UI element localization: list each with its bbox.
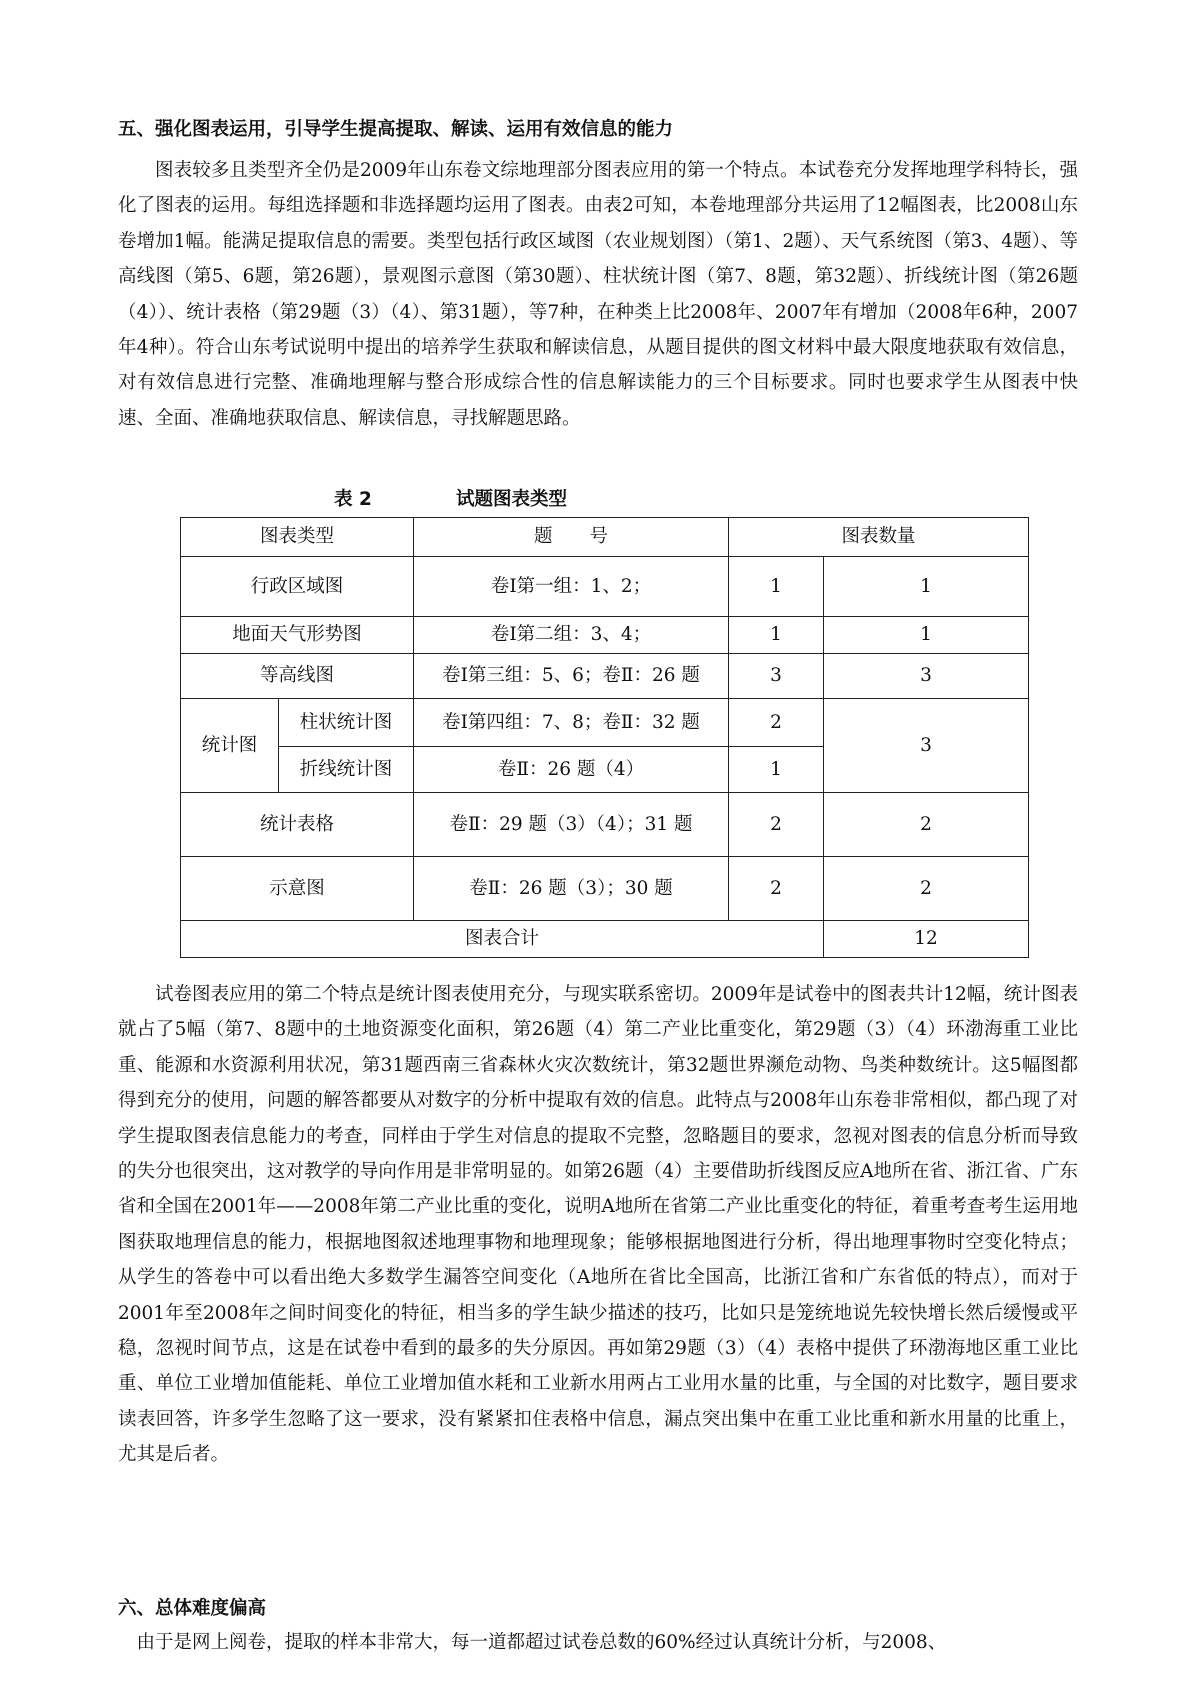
table-total-row [181, 921, 1029, 958]
cell-count: 2 [729, 857, 824, 921]
cell-question: 卷Ⅱ：26 题（4） [414, 747, 729, 793]
cell-subtype: 折线统计图 [279, 747, 414, 793]
cell-question: 卷Ⅱ：29 题（3）（4）；31 题 [414, 793, 729, 857]
cell-question: 卷Ⅰ第二组：3、4； [414, 617, 729, 654]
section-heading-6: 六、总体难度偏高 [118, 1598, 267, 1619]
cell-question: 卷Ⅰ第一组：1、2； [414, 557, 729, 617]
table-row [181, 699, 1029, 747]
cell-question: 卷Ⅰ第四组：7、8；卷Ⅱ：32 题 [414, 699, 729, 747]
paragraph-chart-features-1: 图表较多且类型齐全仍是2009年山东卷文综地理部分图表应用的第一个特点。本试卷充分发挥地理学科特长，强化了图表的运用。每组选择题和非选择题均运用了图表。由表2可知，本卷地理部分共运用了12幅图表，比2008山东卷增加1幅。能满足提取信息的需要。类型包括行政区域图（农业规划图）（第1、2题）、天气系统图（第3、4题）、等高线图（第5、6题，第26题），景观图示意图（第30题）、柱状统计图（第7、8题，第32题）、折线统计图（第26题（4））、统计表格（第29题（3）（4）、第31题），等7种，在种类上比2008年、2007年有增加（2008年6种，2007年4种）。符合山东考试说明中提出的培养学生获取和解读信息，从题目提供的图文材料中最大限度地获取有效信息，对有效信息进行完整、准确地理解与整合形成综合性的信息解读能力的三个目标要求。同时也要求学生从图表中快速、全面、准确地获取信息、解读信息，寻找解题思路。 [118, 160, 1078, 429]
cell-type: 等高线图 [181, 654, 414, 699]
cell-type: 行政区域图 [181, 557, 414, 617]
cell-question: 卷Ⅰ第三组：5、6；卷Ⅱ：26 题 [414, 654, 729, 699]
chart-type-table [180, 517, 1029, 958]
cell-count: 1 [729, 617, 824, 654]
cell-type: 统计表格 [181, 793, 414, 857]
table-row [181, 654, 1029, 699]
cell-group-count: 2 [824, 793, 1029, 857]
cell-group-count: 3 [824, 654, 1029, 699]
cell-group-count: 3 [824, 699, 1029, 793]
table-row [181, 557, 1029, 617]
header-question-no: 题 号 [414, 518, 729, 557]
paragraph-difficulty: 由于是网上阅卷，提取的样本非常大，每一道都超过试卷总数的60%经过认真统计分析，与2008、 [136, 1632, 947, 1653]
section-heading-5: 五、强化图表运用，引导学生提高提取、解读、运用有效信息的能力 [118, 119, 674, 140]
table-number: 表 2 [334, 489, 372, 510]
paragraph-chart-features-2: 试卷图表应用的第二个特点是统计图表使用充分，与现实联系密切。2009年是试卷中的图表共计12幅，统计图表就占了5幅（第7、8题中的土地资源变化面积，第26题（4）第二产业比重变化，第29题（3）（4）环渤海重工业比重、能源和水资源利用状况，第31题西南三省森林火灾次数统计，第32题世界濒危动物、鸟类种数统计。这5幅图都得到充分的使用，问题的解答都要从对数字的分析中提取有效的信息。此特点与2008年山东卷非常相似，都凸现了对学生提取图表信息能力的考查，同样由于学生对信息的提取不完整，忽略题目的要求，忽视对图表的信息分析而导致的失分也很突出，这对教学的导向作用是非常明显的。如第26题（4）主要借助折线图反应A地所在省、浙江省、广东省和全国在2001年——2008年第二产业比重的变化，说明A地所在省第二产业比重变化的特征，着重考查考生运用地图获取地理信息的能力，根据地图叙述地理事物和地理现象；能够根据地图进行分析，得出地理事物时空变化特点；从学生的答卷中可以看出绝大多数学生漏答空间变化（A地所在省比全国高，比浙江省和广东省低的特点），而对于2001年至2008年之间时间变化的特征，相当多的学生缺少描述的技巧，比如只是笼统地说先较快增长然后缓慢或平稳，忽视时间节点，这是在试卷中看到的最多的失分原因。再如第29题（3）（4）表格中提供了环渤海地区重工业比重、单位工业增加值能耗、单位工业增加值水耗和工业新水用两占工业用水量的比重，与全国的对比数字，题目要求读表回答，许多学生忽略了这一要求，没有紧紧扣住表格中信息，漏点突出集中在重工业比重和新水用量的比重上，尤其是后者。 [118, 984, 1078, 1466]
cell-total-value: 12 [824, 921, 1029, 958]
cell-count: 2 [729, 793, 824, 857]
table-row [181, 617, 1029, 654]
cell-question: 卷Ⅱ：26 题（3）；30 题 [414, 857, 729, 921]
cell-total-label: 图表合计 [181, 921, 824, 958]
cell-group-count: 2 [824, 857, 1029, 921]
table-row [181, 793, 1029, 857]
table-title: 试题图表类型 [456, 489, 568, 510]
cell-count: 1 [729, 557, 824, 617]
table-row [181, 857, 1029, 921]
cell-count: 2 [729, 699, 824, 747]
header-chart-type: 图表类型 [181, 518, 414, 557]
cell-type: 示意图 [181, 857, 414, 921]
cell-stat-group: 统计图 [181, 699, 279, 793]
cell-group-count: 1 [824, 557, 1029, 617]
header-chart-count: 图表数量 [729, 518, 1029, 557]
table-header-row [181, 518, 1029, 557]
cell-type: 地面天气形势图 [181, 617, 414, 654]
cell-group-count: 1 [824, 617, 1029, 654]
cell-subtype: 柱状统计图 [279, 699, 414, 747]
cell-count: 3 [729, 654, 824, 699]
cell-count: 1 [729, 747, 824, 793]
